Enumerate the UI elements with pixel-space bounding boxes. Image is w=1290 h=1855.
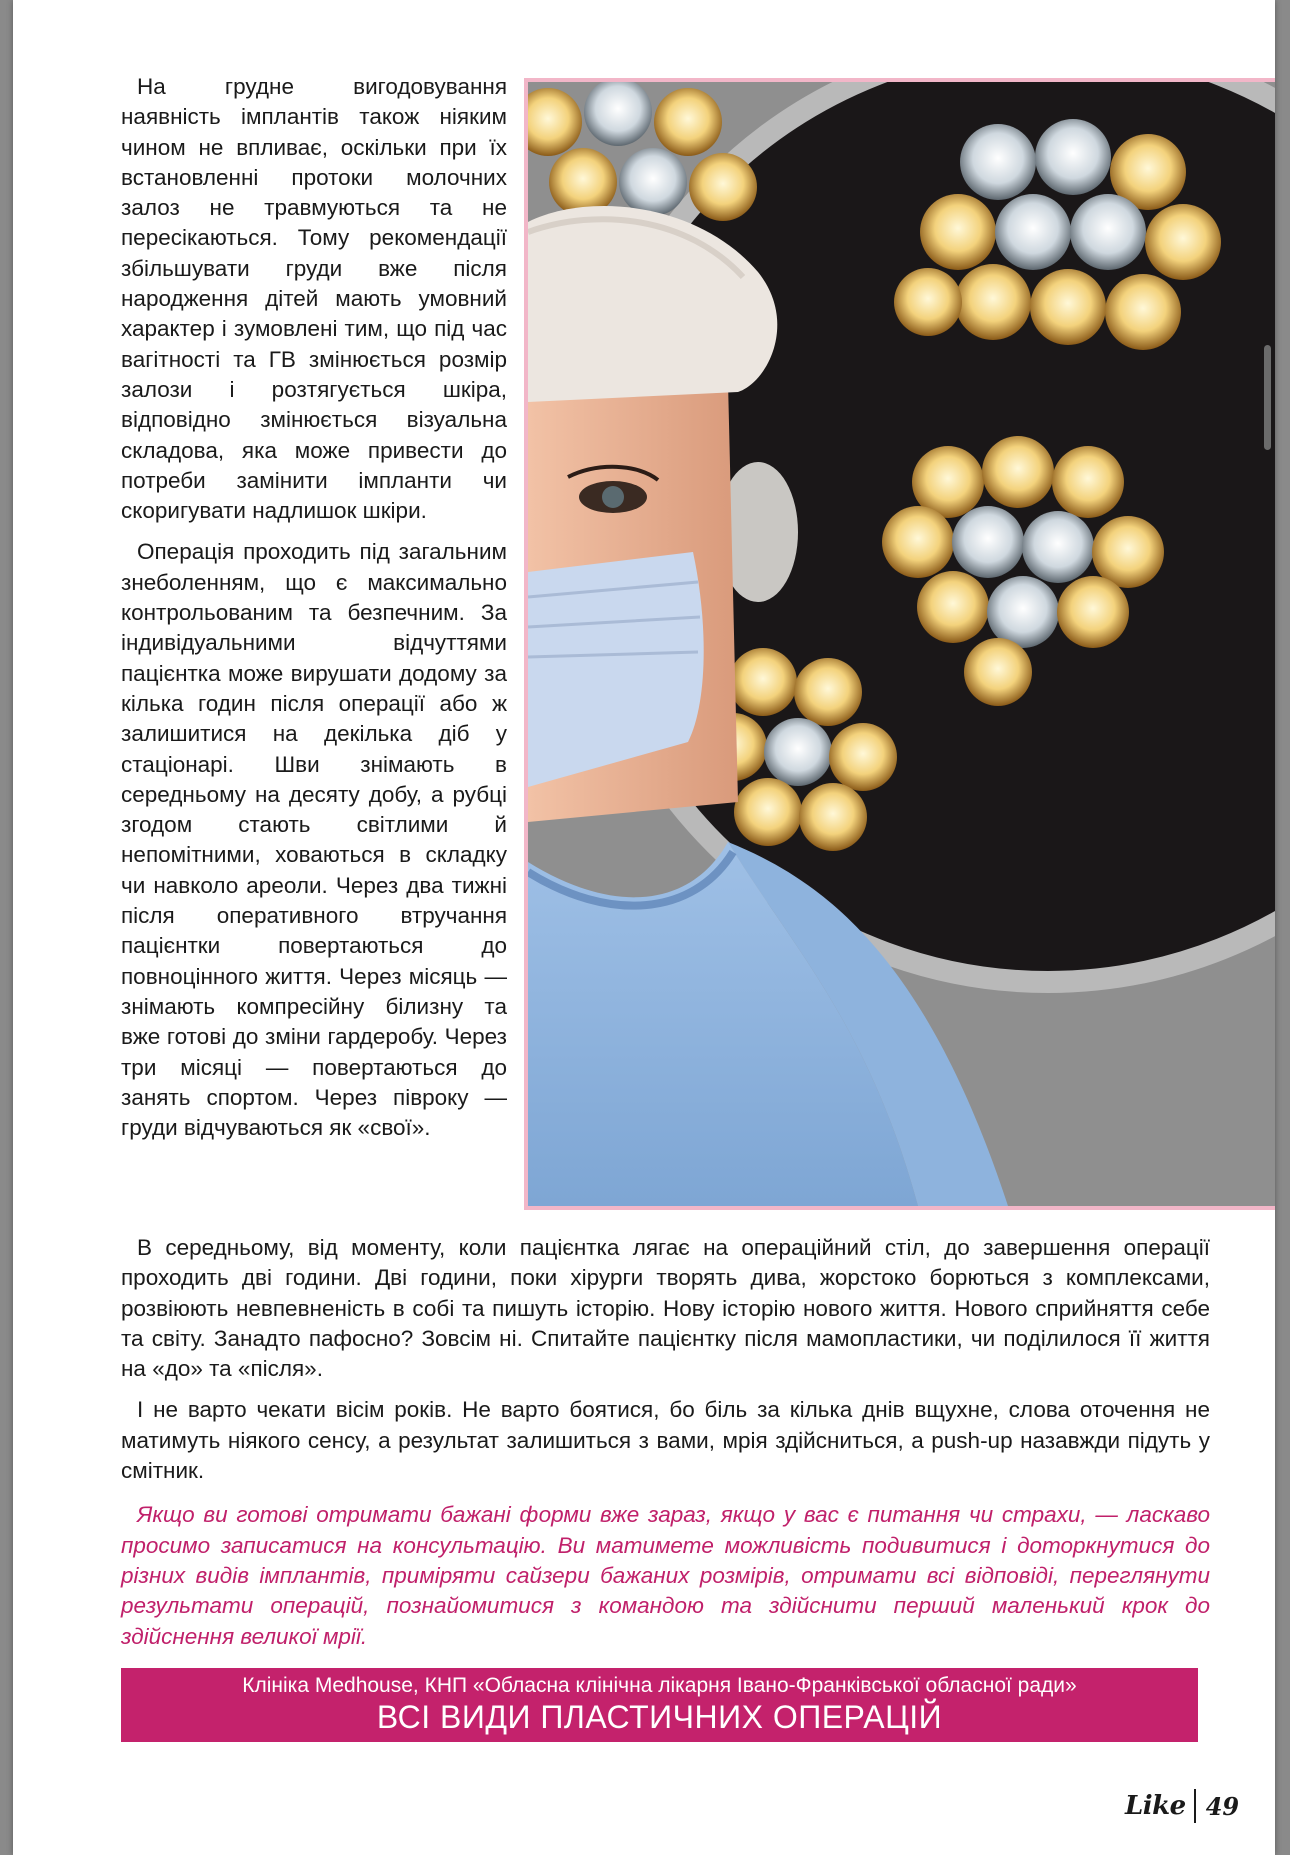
banner-subtitle: Клініка Medhouse, КНП «Обласна клінічна лікарня Івано-Франківської обласної ради» <box>242 1674 1077 1697</box>
full-paragraph-1: В середньому, від моменту, коли пацієнтка лягає на операційний стіл, до завершення операції проходить дві години. Дві години, поки хірурги творять дива, жорстоко борються з комплексами, розвіюють невпевненість в собі та пишуть історію. Нову історію нового життя. Нового сприйняття себе та світу. Занадто пафосно? Зовсім ні. Спитайте пацієнтку після мамопластики, чи поділилося її життя на «до» та «після». <box>121 1235 1210 1382</box>
article-full-width <box>121 1233 1210 1663</box>
magazine-logo: Like <box>1125 1791 1186 1821</box>
magazine-page <box>13 0 1275 1855</box>
call-to-action-paragraph: Якщо ви готові отримати бажані форми вже зараз, якщо у вас є питання чи страхи, — ласкаво просимо записатися на консультацію. Ви матимете можливість подивитися і доторкнутися до різних видів імплантів, приміряти сайзери бажаних розмірів, отримати всі відповіді, переглянути результати операцій, познайомитися з командою та здійснити перший маленький крок до здійснення великої мрії. <box>121 1502 1210 1649</box>
column-paragraph-1: На грудне вигодовування наявність імплантів також ніяким чином не впливає, оскільки при їх встановленні протоки молочних залоз не травмуються та не пересікаються. Тому рекомендації збільшувати груди вже після народження дітей мають умовний характер і зумовлені тим, що під час вагітності та ГВ змінюється розмір залози і розтягується шкіра, відповідно змінюється візуальна складова, яка може привести до потреби замінити імпланти чи скоригувати надлишок шкіри. <box>121 74 507 524</box>
column-paragraph-2: Операція проходить під загальним знеболенням, що є максимально контрольованим та безпечним. За індивідуальними відчуттями пацієнтка може вирушати додому за кілька годин після операції або ж залишитися на декілька діб у стаціонарі. Шви знімають в середньому на десяту добу, а рубці згодом стають світлими й непомітними, ховаються в складку чи навколо ареоли. Через два тижні після оперативного втручання пацієнтки повертаються до повноцінного життя. Через місяць — знімають компресійну білизну та вже готові до зміни гардеробу. Через три місяці — повертаються до занять спортом. Через півроку — груди відчуваються як «свої». <box>121 539 507 1141</box>
page-footer <box>1125 1788 1239 1824</box>
banner-title: ВСІ ВИДИ ПЛАСТИЧНИХ ОПЕРАЦІЙ <box>376 1699 943 1735</box>
scrollbar-thumb[interactable] <box>1264 345 1271 450</box>
full-paragraph-2: І не варто чекати вісім років. Не варто боятися, бо біль за кілька днів вщухне, слова оточення не матимуть ніякого сенсу, а результат залишиться з вами, мрія здійсниться, а push-up назавжди підуть у смітник. <box>121 1397 1210 1484</box>
clinic-banner <box>121 1668 1198 1742</box>
page-number: 49 <box>1205 1791 1240 1821</box>
surgeon-photo <box>524 78 1275 1210</box>
footer-divider <box>1194 1789 1196 1823</box>
article-column <box>121 72 507 1154</box>
